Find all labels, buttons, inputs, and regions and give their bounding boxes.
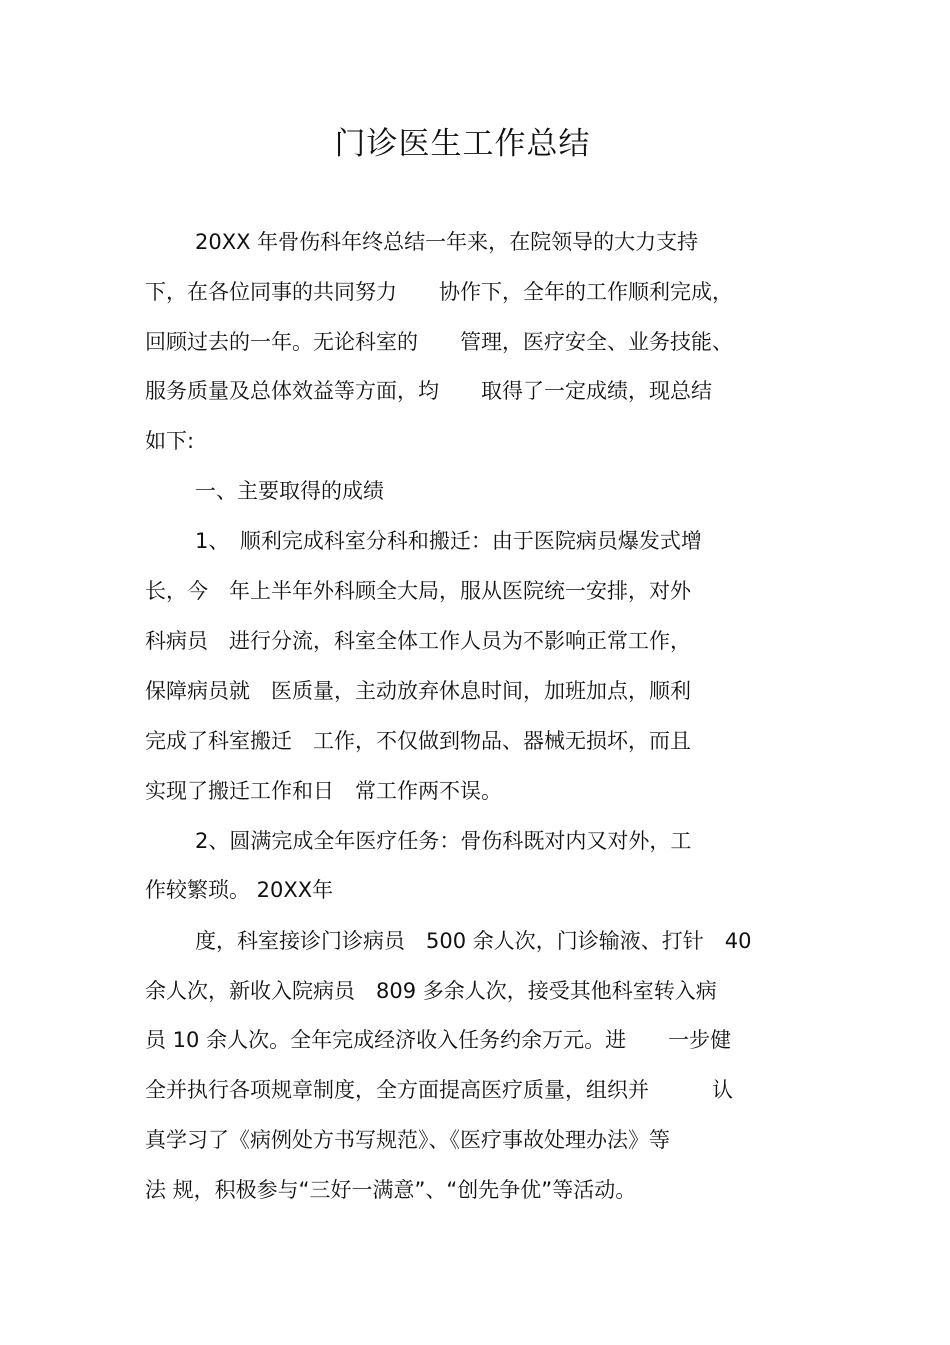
paragraph-line: 2、圆满完成全年医疗任务：骨伤科既对内又对外，工 [195,829,692,853]
paragraph-line: 作较繁琐。 20XX年 [145,878,334,902]
paragraph-line: 员 10 余人次。全年完成经济收入任务约余万元。进 一步健 [145,1028,732,1052]
paragraph-line: 保障病员就 医质量，主动放弃休息时间，加班加点，顺利 [145,679,691,703]
paragraph-line: 20XX 年骨伤科年终总结一年来，在院领导的大力支持 [195,230,699,254]
paragraph-line: 回顾过去的一年。无论科室的 管理，医疗安全、业务技能、 [145,330,733,354]
paragraph-line: 余人次，新收入院病员 809 多余人次，接受其他科室转入病 [145,979,717,1003]
paragraph-line: 度，科室接诊门诊病员 500 余人次，门诊输液、打针 40 [195,929,752,953]
paragraph-line: 如下: [145,429,195,453]
paragraph-line: 长，今 年上半年外科顾全大局，服从医院统一安排，对外 [145,579,691,603]
paragraph-line: 全并执行各项规章制度，全方面提高医疗质量，组织并 认 [145,1078,733,1102]
paragraph-line: 1、 顺利完成科室分科和搬迁：由于医院病员爆发式增 [195,529,702,553]
paragraph-line: 下，在各位同事的共同努力 协作下，全年的工作顺利完成， [145,280,733,304]
paragraph-line: 法 规，积极参与“三好一满意”、“创先争优”等活动。 [145,1178,637,1202]
paragraph-line: 服务质量及总体效益等方面，均 取得了一定成绩，现总结 [145,379,712,403]
section-heading: 一、主要取得的成绩 [195,479,384,503]
paragraph-line: 实现了搬迁工作和日 常工作两不误。 [145,779,502,803]
paragraph-line: 真学习了《病例处方书写规范》、《医疗事故处理办法》等 [145,1128,670,1152]
document-title: 门诊医生工作总结 [334,126,591,162]
paragraph-line: 科病员 进行分流，科室全体工作人员为不影响正常工作， [145,629,691,653]
paragraph-line: 完成了科室搬迁 工作，不仅做到物品、器械无损坏，而且 [145,729,691,753]
